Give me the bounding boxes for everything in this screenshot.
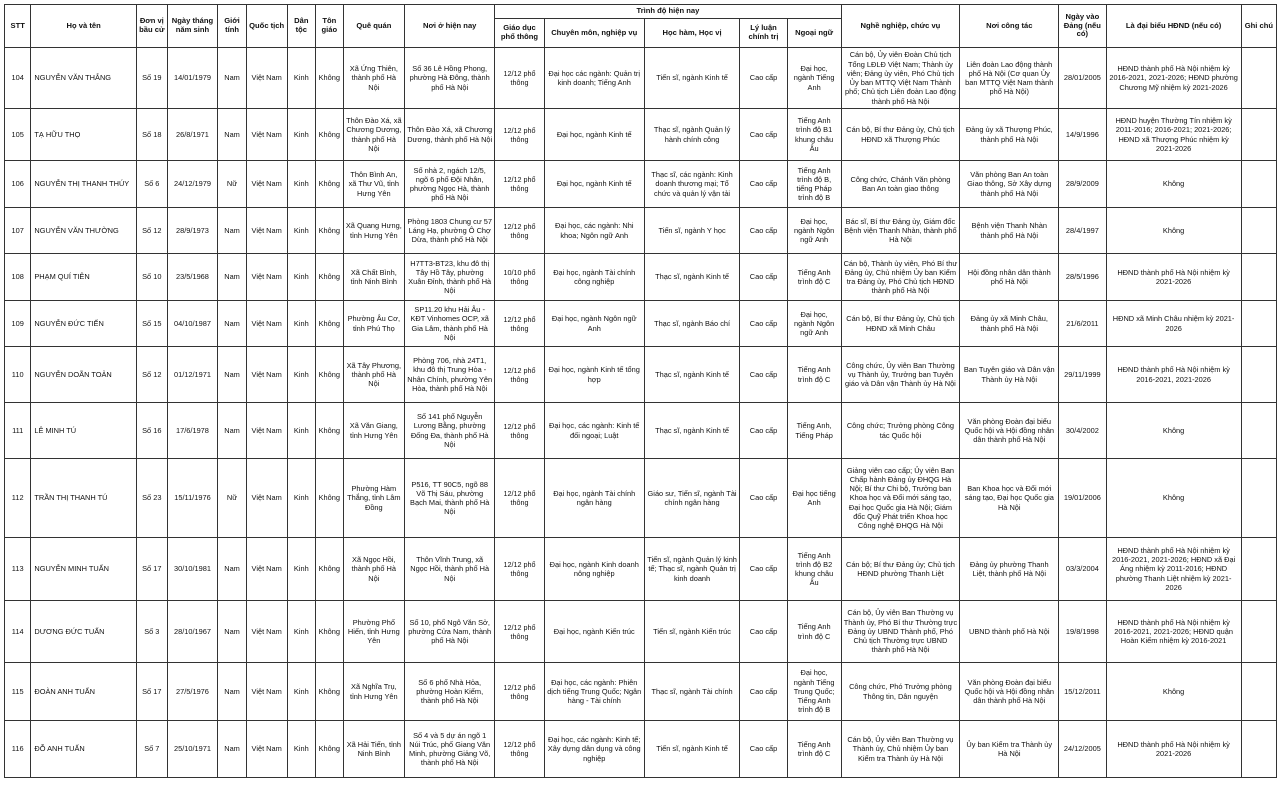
cell-delegate: Không (1106, 403, 1241, 459)
cell-ethnicity: Kinh (287, 208, 316, 254)
table-row (5, 538, 1277, 601)
cell-party-date: 03/3/2004 (1059, 538, 1106, 601)
cell-hometown: Thôn Bình An, xã Thư Vũ, tỉnh Hưng Yên (343, 161, 405, 208)
cell-name: NGUYỄN MINH TUẤN (31, 538, 137, 601)
cell-unit: Số 16 (136, 403, 167, 459)
cell-occupation: Công chức, Ủy viên Ban Thường vụ Thành ủy, Trưởng ban Tuyên giáo và Dân vận Thành ủy Hà Nội (841, 347, 960, 403)
cell-language: Tiếng Anh trình độ C (787, 347, 841, 403)
cell-specialty: Đại học các ngành: Quản trị kinh doanh; Tiếng Anh (544, 48, 644, 109)
header-stt: STT (5, 5, 31, 48)
cell-delegate: HĐND xã Minh Châu nhiệm kỳ 2021-2026 (1106, 301, 1241, 347)
header-specialty: Chuyên môn, nghiệp vụ (544, 19, 644, 48)
cell-occupation: Công chức, Chánh Văn phòng Ban An toàn giao thông (841, 161, 960, 208)
cell-ethnicity: Kinh (287, 403, 316, 459)
cell-religion: Không (316, 459, 343, 538)
header-occupation: Nghề nghiệp, chức vụ (841, 5, 960, 48)
cell-specialty: Đại học, các ngành: Phiên dịch tiếng Trung Quốc; Ngân hàng - Tài chính (544, 663, 644, 721)
cell-delegate: HĐND thành phố Hà Nội nhiệm kỳ 2016-2021, 2021-2026; HĐND quận Hoàn Kiếm nhiệm kỳ 2016-2021 (1106, 601, 1241, 663)
cell-language: Đại học, ngành Tiếng Trung Quốc; Tiếng Anh trình độ B (787, 663, 841, 721)
cell-gender: Nam (218, 538, 247, 601)
cell-residence: H7TT3-BT23, khu đô thị Tây Hồ Tây, phường Xuân Đỉnh, thành phố Hà Nội (405, 254, 495, 301)
cell-unit: Số 18 (136, 109, 167, 161)
cell-specialty: Đại học, ngành Kiến trúc (544, 601, 644, 663)
cell-occupation: Giảng viên cao cấp; Ủy viên Ban Chấp hành Đảng ủy ĐHQG Hà Nội; Bí thư Chi bộ, Trưởng ban Khoa học và Đổi mới sáng tạo, Đại học Quốc gia Hà Nội; Giám đốc Quỹ Phát triển Khoa học Công nghệ ĐHQG Hà Nội (841, 459, 960, 538)
cell-residence: Thôn Vĩnh Trung, xã Ngọc Hồi, thành phố Hà Nội (405, 538, 495, 601)
table-row (5, 301, 1277, 347)
table-body (5, 48, 1277, 778)
cell-notes (1241, 161, 1276, 208)
cell-academic: Tiến sĩ, ngành Y học (644, 208, 740, 254)
table-row (5, 48, 1277, 109)
cell-academic: Thạc sĩ, ngành Tài chính (644, 663, 740, 721)
cell-residence: Số 10, phố Ngô Văn Sở, phường Cửa Nam, thành phố Hà Nội (405, 601, 495, 663)
cell-occupation: Cán bộ; Bí thư Đảng ủy; Chủ tịch HĐND phường Thanh Liệt (841, 538, 960, 601)
cell-residence: P516, TT 90C5, ngõ 88 Võ Thị Sáu, phường Bạch Mai, thành phố Hà Nội (405, 459, 495, 538)
cell-party-date: 28/01/2005 (1059, 48, 1106, 109)
cell-gender: Nữ (218, 459, 247, 538)
cell-gender: Nam (218, 663, 247, 721)
header-language: Ngoại ngữ (787, 19, 841, 48)
header-hometown: Quê quán (343, 5, 405, 48)
cell-gender: Nam (218, 347, 247, 403)
cell-residence: Số 6 phố Nhà Hỏa, phường Hoàn Kiếm, thành phố Hà Nội (405, 663, 495, 721)
cell-dob: 25/10/1971 (167, 721, 218, 778)
cell-language: Tiếng Anh, Tiếng Pháp (787, 403, 841, 459)
cell-nationality: Việt Nam (246, 459, 287, 538)
cell-general-edu: 12/12 phổ thông (495, 459, 544, 538)
cell-nationality: Việt Nam (246, 301, 287, 347)
cell-religion: Không (316, 208, 343, 254)
cell-workplace: Hội đồng nhân dân thành phố Hà Nội (960, 254, 1059, 301)
header-workplace: Nơi công tác (960, 5, 1059, 48)
cell-residence: Số 36 Lê Hồng Phong, phường Hà Đông, thành phố Hà Nội (405, 48, 495, 109)
cell-general-edu: 12/12 phổ thông (495, 109, 544, 161)
cell-occupation: Công chức, Phó Trưởng phòng Thông tin, Dân nguyện (841, 663, 960, 721)
cell-specialty: Đại học, các ngành: Nhi khoa; Ngôn ngữ Anh (544, 208, 644, 254)
cell-workplace: UBND thành phố Hà Nội (960, 601, 1059, 663)
cell-notes (1241, 301, 1276, 347)
cell-hometown: Phường Hàm Thắng, tỉnh Lâm Đồng (343, 459, 405, 538)
cell-language: Đại học, ngành Tiếng Anh (787, 48, 841, 109)
cell-academic: Thạc sĩ, ngành Kinh tế (644, 254, 740, 301)
cell-language: Đại học tiếng Anh (787, 459, 841, 538)
cell-unit: Số 15 (136, 301, 167, 347)
cell-language: Tiếng Anh trình độ C (787, 254, 841, 301)
cell-notes (1241, 208, 1276, 254)
cell-dob: 26/8/1971 (167, 109, 218, 161)
cell-occupation: Cán bộ, Ủy viên Đoàn Chủ tịch Tổng LĐLĐ Việt Nam; Thành ủy viên; Đảng ủy viên, Phó Chủ tịch Ủy ban MTTQ Việt Nam Thành phố; Chủ tịch Liên đoàn Lao động thành phố Hà Nội (841, 48, 960, 109)
cell-unit: Số 17 (136, 663, 167, 721)
cell-party-date: 21/6/2011 (1059, 301, 1106, 347)
cell-political: Cao cấp (740, 459, 787, 538)
cell-party-date: 19/01/2006 (1059, 459, 1106, 538)
cell-language: Đại học, ngành Ngôn ngữ Anh (787, 208, 841, 254)
cell-specialty: Đại học, ngành Kinh tế (544, 161, 644, 208)
header-dob: Ngày tháng năm sinh (167, 5, 218, 48)
cell-notes (1241, 538, 1276, 601)
cell-unit: Số 12 (136, 208, 167, 254)
cell-stt: 115 (5, 663, 31, 721)
cell-stt: 110 (5, 347, 31, 403)
cell-ethnicity: Kinh (287, 161, 316, 208)
cell-name: ĐỖ ANH TUẤN (31, 721, 137, 778)
cell-religion: Không (316, 161, 343, 208)
cell-academic: Thạc sĩ, các ngành: Kinh doanh thương mại; Tổ chức và quản lý vận tải (644, 161, 740, 208)
cell-dob: 24/12/1979 (167, 161, 218, 208)
cell-political: Cao cấp (740, 601, 787, 663)
header-religion: Tôn giáo (316, 5, 343, 48)
cell-specialty: Đại học, ngành Kinh tế tổng hợp (544, 347, 644, 403)
cell-nationality: Việt Nam (246, 347, 287, 403)
cell-hometown: Xã Tây Phương, thành phố Hà Nội (343, 347, 405, 403)
cell-political: Cao cấp (740, 161, 787, 208)
cell-gender: Nam (218, 208, 247, 254)
header-general-edu: Giáo dục phổ thông (495, 19, 544, 48)
table-row (5, 663, 1277, 721)
cell-unit: Số 19 (136, 48, 167, 109)
cell-political: Cao cấp (740, 721, 787, 778)
cell-occupation: Cán bộ, Bí thư Đảng ủy, Chủ tịch HĐND xã Thượng Phúc (841, 109, 960, 161)
cell-workplace: Văn phòng Ban An toàn Giao thông, Sở Xây dựng thành phố Hà Nội (960, 161, 1059, 208)
cell-general-edu: 10/10 phổ thông (495, 254, 544, 301)
cell-party-date: 19/8/1998 (1059, 601, 1106, 663)
cell-ethnicity: Kinh (287, 48, 316, 109)
cell-nationality: Việt Nam (246, 254, 287, 301)
cell-ethnicity: Kinh (287, 601, 316, 663)
cell-specialty: Đại học, ngành Kinh doanh nông nghiệp (544, 538, 644, 601)
cell-religion: Không (316, 403, 343, 459)
cell-general-edu: 12/12 phổ thông (495, 663, 544, 721)
cell-ethnicity: Kinh (287, 347, 316, 403)
cell-specialty: Đại học, các ngành: Kinh tế đối ngoại; Luật (544, 403, 644, 459)
cell-workplace: Văn phòng Đoàn đại biểu Quốc hội và Hội đồng nhân dân thành phố Hà Nội (960, 403, 1059, 459)
cell-residence: Số nhà 2, ngách 12/5, ngõ 6 phố Đội Nhân, phường Ngọc Hà, thành phố Hà Nội (405, 161, 495, 208)
header-political: Lý luận chính trị (740, 19, 787, 48)
cell-gender: Nam (218, 109, 247, 161)
cell-stt: 112 (5, 459, 31, 538)
cell-dob: 28/9/1973 (167, 208, 218, 254)
cell-stt: 105 (5, 109, 31, 161)
cell-notes (1241, 347, 1276, 403)
cell-ethnicity: Kinh (287, 721, 316, 778)
cell-dob: 17/6/1978 (167, 403, 218, 459)
cell-political: Cao cấp (740, 663, 787, 721)
cell-workplace: Ủy ban Kiểm tra Thành ủy Hà Nội (960, 721, 1059, 778)
cell-political: Cao cấp (740, 538, 787, 601)
cell-workplace: Ban Khoa học và Đổi mới sáng tạo, Đại học Quốc gia Hà Nội (960, 459, 1059, 538)
cell-party-date: 14/9/1996 (1059, 109, 1106, 161)
cell-political: Cao cấp (740, 301, 787, 347)
cell-specialty: Đại học, ngành Tài chính ngân hàng (544, 459, 644, 538)
cell-workplace: Ban Tuyên giáo và Dân vận Thành ủy Hà Nội (960, 347, 1059, 403)
cell-general-edu: 12/12 phổ thông (495, 48, 544, 109)
cell-delegate: HĐND thành phố Hà Nội nhiệm kỳ 2016-2021, 2021-2026; HĐND phường Chương Mỹ nhiệm kỳ 2021-2026 (1106, 48, 1241, 109)
table-row (5, 208, 1277, 254)
cell-party-date: 15/12/2011 (1059, 663, 1106, 721)
cell-dob: 27/5/1976 (167, 663, 218, 721)
table-row (5, 161, 1277, 208)
cell-name: NGUYỄN DOÃN TOẢN (31, 347, 137, 403)
cell-unit: Số 7 (136, 721, 167, 778)
cell-gender: Nam (218, 403, 247, 459)
cell-nationality: Việt Nam (246, 109, 287, 161)
cell-occupation: Bác sĩ, Bí thư Đảng ủy, Giám đốc Bệnh viện Thanh Nhàn, thành phố Hà Nội (841, 208, 960, 254)
cell-language: Tiếng Anh trình độ B1 khung châu Âu (787, 109, 841, 161)
cell-party-date: 28/5/1996 (1059, 254, 1106, 301)
cell-hometown: Phường Âu Cơ, tỉnh Phú Thọ (343, 301, 405, 347)
cell-workplace: Văn phòng Đoàn đại biểu Quốc hội và Hội đồng nhân dân thành phố Hà Nội (960, 663, 1059, 721)
cell-stt: 104 (5, 48, 31, 109)
candidate-list-document (4, 4, 1277, 778)
table-header (5, 5, 1277, 48)
cell-stt: 108 (5, 254, 31, 301)
cell-name: ĐOÀN ANH TUẤN (31, 663, 137, 721)
cell-language: Tiếng Anh trình độ B2 khung châu Âu (787, 538, 841, 601)
header-name: Họ và tên (31, 5, 137, 48)
cell-gender: Nam (218, 254, 247, 301)
cell-hometown: Xã Nghĩa Trụ, tỉnh Hưng Yên (343, 663, 405, 721)
cell-unit: Số 12 (136, 347, 167, 403)
cell-academic: Tiến sĩ, ngành Kiến trúc (644, 601, 740, 663)
cell-delegate: HĐND thành phố Hà Nội nhiệm kỳ 2016-2021, 2021-2026; HĐND xã Đại Áng nhiệm kỳ 2011-2016; HĐND phường Thanh Liệt nhiệm kỳ 2021-2026 (1106, 538, 1241, 601)
cell-stt: 114 (5, 601, 31, 663)
table-row (5, 403, 1277, 459)
cell-nationality: Việt Nam (246, 208, 287, 254)
cell-delegate: Không (1106, 663, 1241, 721)
cell-language: Tiếng Anh trình độ C (787, 721, 841, 778)
cell-ethnicity: Kinh (287, 538, 316, 601)
cell-hometown: Xã Văn Giang, tỉnh Hưng Yên (343, 403, 405, 459)
cell-workplace: Bệnh viện Thanh Nhàn thành phố Hà Nội (960, 208, 1059, 254)
cell-religion: Không (316, 109, 343, 161)
cell-occupation: Cán bộ, Thành ủy viên, Phó Bí thư Đảng ủy, Chủ nhiệm Ủy ban Kiểm tra Đảng ủy, Phó Chủ tịch HĐND thành phố Hà Nội (841, 254, 960, 301)
cell-name: TRẦN THỊ THANH TÚ (31, 459, 137, 538)
cell-party-date: 30/4/2002 (1059, 403, 1106, 459)
cell-residence: Thôn Đào Xá, xã Chương Dương, thành phố Hà Nội (405, 109, 495, 161)
cell-academic: Thạc sĩ, ngành Báo chí (644, 301, 740, 347)
header-delegate: Là đại biểu HĐND (nếu có) (1106, 5, 1241, 48)
cell-dob: 14/01/1979 (167, 48, 218, 109)
cell-language: Tiếng Anh trình độ C (787, 601, 841, 663)
cell-party-date: 29/11/1999 (1059, 347, 1106, 403)
cell-general-edu: 12/12 phổ thông (495, 403, 544, 459)
cell-ethnicity: Kinh (287, 663, 316, 721)
header-notes: Ghi chú (1241, 5, 1276, 48)
cell-delegate: Không (1106, 208, 1241, 254)
cell-dob: 23/5/1968 (167, 254, 218, 301)
cell-academic: Giáo sư, Tiến sĩ, ngành Tài chính ngân hàng (644, 459, 740, 538)
cell-name: LÊ MINH TÚ (31, 403, 137, 459)
cell-political: Cao cấp (740, 254, 787, 301)
cell-specialty: Đại học, ngành Kinh tế (544, 109, 644, 161)
cell-name: NGUYỄN VĂN THẮNG (31, 48, 137, 109)
cell-general-edu: 12/12 phổ thông (495, 538, 544, 601)
cell-name: PHẠM QUÍ TIÊN (31, 254, 137, 301)
cell-name: NGUYỄN THỊ THANH THÚY (31, 161, 137, 208)
cell-party-date: 28/4/1997 (1059, 208, 1106, 254)
header-residence: Nơi ở hiện nay (405, 5, 495, 48)
cell-political: Cao cấp (740, 48, 787, 109)
cell-notes (1241, 109, 1276, 161)
cell-political: Cao cấp (740, 403, 787, 459)
cell-gender: Nam (218, 601, 247, 663)
cell-ethnicity: Kinh (287, 301, 316, 347)
cell-notes (1241, 459, 1276, 538)
table-row (5, 721, 1277, 778)
cell-delegate: HĐND thành phố Hà Nội nhiệm kỳ 2021-2026 (1106, 721, 1241, 778)
cell-residence: Số 141 phố Nguyễn Lương Bằng, phường Đống Đa, thành phố Hà Nội (405, 403, 495, 459)
cell-nationality: Việt Nam (246, 601, 287, 663)
cell-religion: Không (316, 301, 343, 347)
cell-stt: 111 (5, 403, 31, 459)
cell-hometown: Thôn Đào Xá, xã Chương Dương, thành phố Hà Nội (343, 109, 405, 161)
cell-occupation: Cán bộ, Ủy viên Ban Thường vụ Thành ủy, Phó Bí thư Thường trực Đảng ủy UBND Thành phố, Phó Chủ tịch Thường trực UBND thành phố Hà Nội (841, 601, 960, 663)
cell-notes (1241, 663, 1276, 721)
cell-name: DƯƠNG ĐỨC TUẤN (31, 601, 137, 663)
cell-notes (1241, 254, 1276, 301)
cell-delegate: Không (1106, 459, 1241, 538)
header-nationality: Quốc tịch (246, 5, 287, 48)
cell-specialty: Đại học, ngành Tài chính công nghiệp (544, 254, 644, 301)
cell-religion: Không (316, 601, 343, 663)
cell-stt: 116 (5, 721, 31, 778)
cell-hometown: Xã Quang Hưng, tỉnh Hưng Yên (343, 208, 405, 254)
cell-gender: Nữ (218, 161, 247, 208)
cell-workplace: Đảng ủy phường Thanh Liệt, thành phố Hà Nội (960, 538, 1059, 601)
cell-name: NGUYỄN ĐỨC TIẾN (31, 301, 137, 347)
cell-dob: 04/10/1987 (167, 301, 218, 347)
cell-gender: Nam (218, 721, 247, 778)
cell-nationality: Việt Nam (246, 48, 287, 109)
cell-unit: Số 6 (136, 161, 167, 208)
cell-party-date: 24/12/2005 (1059, 721, 1106, 778)
cell-nationality: Việt Nam (246, 403, 287, 459)
cell-party-date: 28/9/2009 (1059, 161, 1106, 208)
header-education-group: Trình độ hiện nay (495, 5, 841, 19)
cell-stt: 106 (5, 161, 31, 208)
cell-nationality: Việt Nam (246, 161, 287, 208)
candidate-table (4, 4, 1277, 778)
table-row (5, 109, 1277, 161)
cell-workplace: Liên đoàn Lao động thành phố Hà Nội (Cơ quan Ủy ban MTTQ Việt Nam thành phố Hà Nội) (960, 48, 1059, 109)
cell-political: Cao cấp (740, 109, 787, 161)
cell-religion: Không (316, 48, 343, 109)
cell-notes (1241, 403, 1276, 459)
cell-workplace: Đảng ủy xã Minh Châu, thành phố Hà Nội (960, 301, 1059, 347)
cell-residence: Phòng 1803 Chung cư 57 Láng Hạ, phường Ô Chợ Dừa, thành phố Hà Nội (405, 208, 495, 254)
cell-delegate: HĐND huyện Thường Tín nhiệm kỳ 2011-2016; 2016-2021; 2021-2026; HĐND xã Thượng Phúc nhiệm kỳ 2021-2026 (1106, 109, 1241, 161)
cell-hometown: Xã Ngọc Hồi, thành phố Hà Nội (343, 538, 405, 601)
cell-religion: Không (316, 538, 343, 601)
cell-political: Cao cấp (740, 208, 787, 254)
header-unit: Đơn vị bầu cử (136, 5, 167, 48)
cell-religion: Không (316, 347, 343, 403)
cell-hometown: Xã Hải Tiến, tỉnh Ninh Bình (343, 721, 405, 778)
cell-hometown: Xã Ứng Thiên, thành phố Hà Nội (343, 48, 405, 109)
cell-unit: Số 10 (136, 254, 167, 301)
cell-hometown: Xã Chất Bình, tỉnh Ninh Bình (343, 254, 405, 301)
cell-religion: Không (316, 254, 343, 301)
cell-unit: Số 17 (136, 538, 167, 601)
cell-delegate: HĐND thành phố Hà Nội nhiệm kỳ 2016-2021, 2021-2026 (1106, 347, 1241, 403)
cell-ethnicity: Kinh (287, 254, 316, 301)
cell-ethnicity: Kinh (287, 109, 316, 161)
cell-hometown: Phường Phố Hiến, tỉnh Hưng Yên (343, 601, 405, 663)
cell-notes (1241, 601, 1276, 663)
cell-residence: Phòng 706, nhà 24T1, khu đô thị Trung Hòa - Nhân Chính, phường Yên Hòa, thành phố Hà Nội (405, 347, 495, 403)
cell-religion: Không (316, 721, 343, 778)
cell-name: TẠ HỮU THỌ (31, 109, 137, 161)
cell-ethnicity: Kinh (287, 459, 316, 538)
cell-language: Tiếng Anh trình độ B, tiếng Pháp trình độ B (787, 161, 841, 208)
header-party-date: Ngày vào Đảng (nếu có) (1059, 5, 1106, 48)
cell-academic: Thạc sĩ, ngành Kinh tế (644, 347, 740, 403)
cell-gender: Nam (218, 48, 247, 109)
cell-nationality: Việt Nam (246, 721, 287, 778)
cell-stt: 113 (5, 538, 31, 601)
cell-general-edu: 12/12 phổ thông (495, 601, 544, 663)
cell-unit: Số 23 (136, 459, 167, 538)
table-row (5, 601, 1277, 663)
cell-academic: Tiến sĩ, ngành Kinh tế (644, 48, 740, 109)
cell-occupation: Cán bộ, Bí thư Đảng ủy, Chủ tịch HĐND xã Minh Châu (841, 301, 960, 347)
cell-notes (1241, 48, 1276, 109)
header-ethnicity: Dân tộc (287, 5, 316, 48)
cell-residence: SP11.20 khu Hải Âu - KĐT Vinhomes OCP, xã Gia Lâm, thành phố Hà Nội (405, 301, 495, 347)
cell-academic: Thạc sĩ, ngành Quản lý hành chính công (644, 109, 740, 161)
cell-occupation: Công chức; Trưởng phòng Công tác Quốc hội (841, 403, 960, 459)
cell-delegate: HĐND thành phố Hà Nội nhiệm kỳ 2021-2026 (1106, 254, 1241, 301)
cell-academic: Thạc sĩ, ngành Kinh tế (644, 403, 740, 459)
header-gender: Giới tính (218, 5, 247, 48)
cell-unit: Số 3 (136, 601, 167, 663)
cell-gender: Nam (218, 301, 247, 347)
table-row (5, 347, 1277, 403)
cell-dob: 30/10/1981 (167, 538, 218, 601)
cell-general-edu: 12/12 phổ thông (495, 208, 544, 254)
cell-general-edu: 12/12 phổ thông (495, 347, 544, 403)
cell-nationality: Việt Nam (246, 538, 287, 601)
cell-general-edu: 12/12 phổ thông (495, 721, 544, 778)
header-academic: Học hàm, Học vị (644, 19, 740, 48)
cell-occupation: Cán bộ, Ủy viên Ban Thường vụ Thành ủy, Chủ nhiệm Ủy ban Kiểm tra Thành ủy Hà Nội (841, 721, 960, 778)
cell-nationality: Việt Nam (246, 663, 287, 721)
cell-stt: 107 (5, 208, 31, 254)
cell-specialty: Đại học, các ngành: Kinh tế; Xây dựng dân dụng và công nghiệp (544, 721, 644, 778)
cell-residence: Số 4 và 5 dự án ngõ 1 Núi Trúc, phố Giang Văn Minh, phường Giảng Võ, thành phố Hà Nội (405, 721, 495, 778)
cell-notes (1241, 721, 1276, 778)
cell-dob: 15/11/1976 (167, 459, 218, 538)
cell-academic: Tiến sĩ, ngành Kinh tế (644, 721, 740, 778)
cell-workplace: Đảng ủy xã Thượng Phúc, thành phố Hà Nội (960, 109, 1059, 161)
cell-dob: 01/12/1971 (167, 347, 218, 403)
cell-stt: 109 (5, 301, 31, 347)
cell-academic: Tiến sĩ, ngành Quản lý kinh tế; Thạc sĩ, ngành Quản trị kinh doanh (644, 538, 740, 601)
table-row (5, 254, 1277, 301)
cell-language: Đại học, ngành Ngôn ngữ Anh (787, 301, 841, 347)
cell-general-edu: 12/12 phổ thông (495, 161, 544, 208)
cell-political: Cao cấp (740, 347, 787, 403)
cell-dob: 28/10/1967 (167, 601, 218, 663)
cell-specialty: Đại học, ngành Ngôn ngữ Anh (544, 301, 644, 347)
cell-religion: Không (316, 663, 343, 721)
table-row (5, 459, 1277, 538)
cell-delegate: Không (1106, 161, 1241, 208)
cell-name: NGUYỄN VĂN THƯỜNG (31, 208, 137, 254)
cell-general-edu: 12/12 phổ thông (495, 301, 544, 347)
